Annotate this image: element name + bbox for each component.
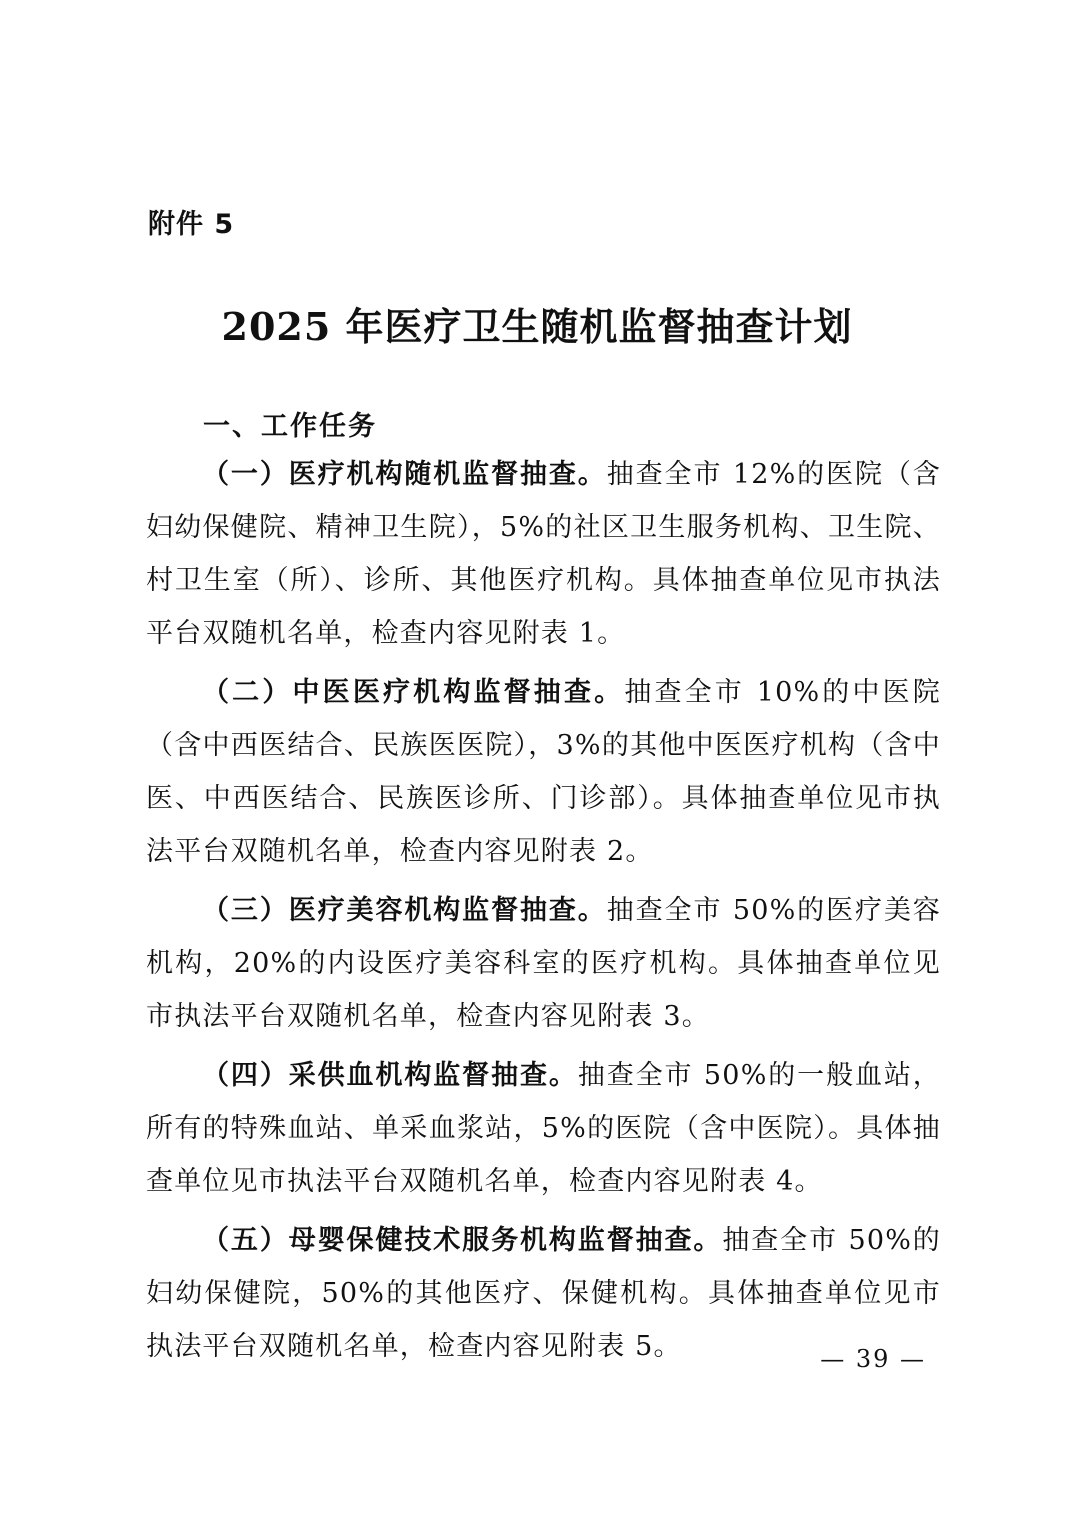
paragraph-2 (146, 666, 941, 878)
paragraph-lead: （三）医疗美容机构监督抽查。 (202, 895, 607, 926)
attachment-label: 附件 5 (148, 209, 235, 240)
paragraph-text: 抽查全市 12%的医院（含妇幼保健院、精神卫生院），5%的社区卫生服务机构、卫生院、村卫生室（所）、诊所、其他医疗机构。具体抽查单位见市执法平台双随机名单，检查内容见附表 1。 (146, 459, 941, 649)
section-heading: 一、工作任务 (203, 411, 377, 442)
paragraph-4 (146, 1049, 941, 1208)
document-body (146, 448, 941, 1379)
paragraph-3 (146, 884, 941, 1043)
paragraph-lead: （五）母婴保健技术服务机构监督抽查。 (202, 1225, 723, 1256)
paragraph-1 (146, 448, 941, 660)
paragraph-text: 抽查全市 10%的中医院（含中西医结合、民族医医院），3%的其他中医医疗机构（含中医、中西医结合、民族医诊所、门诊部）。具体抽查单位见市执法平台双随机名单，检查内容见附表 2。 (146, 677, 941, 867)
paragraph-text: 抽查全市 50%的一般血站，所有的特殊血站、单采血浆站，5%的医院（含中医院）。具体抽查单位见市执法平台双随机名单，检查内容见附表 4。 (146, 1060, 941, 1197)
paragraph-text: 抽查全市 50%的妇幼保健院，50%的其他医疗、保健机构。具体抽查单位见市执法平台双随机名单，检查内容见附表 5。 (146, 1225, 941, 1362)
page-number: — 39 — (820, 1345, 926, 1373)
paragraph-lead: （四）采供血机构监督抽查。 (202, 1060, 578, 1091)
paragraph-lead: （二）中医医疗机构监督抽查。 (202, 677, 625, 708)
paragraph-text: 抽查全市 50%的医疗美容机构，20%的内设医疗美容科室的医疗机构。具体抽查单位见市执法平台双随机名单，检查内容见附表 3。 (146, 895, 941, 1032)
document-title: 2025 年医疗卫生随机监督抽查计划 (221, 304, 853, 349)
paragraph-lead: （一）医疗机构随机监督抽查。 (202, 459, 607, 490)
